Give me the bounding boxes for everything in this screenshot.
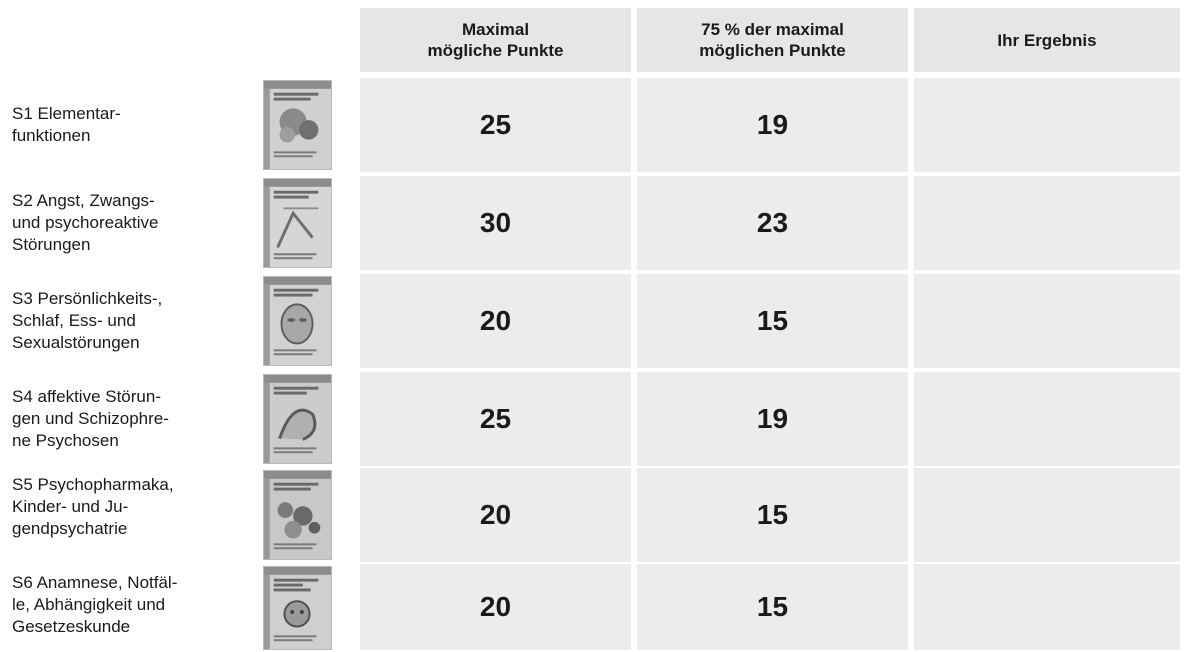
- result-field-s6[interactable]: [914, 564, 1180, 650]
- result-field-s1[interactable]: [914, 78, 1180, 172]
- max-points-s2: 30: [360, 176, 631, 270]
- pct75-points-s4: 19: [637, 372, 908, 466]
- book-cover-s2-image: [263, 178, 332, 268]
- max-points-s5: 20: [360, 468, 631, 562]
- book-cover-s4-image: [263, 374, 332, 464]
- max-points-s1: 25: [360, 78, 631, 172]
- row-label-s3: S3 Persönlichkeits-, Schlaf, Ess- und Sexualstörungen: [12, 289, 163, 352]
- header-max-points-label: Maximal mögliche Punkte: [427, 20, 564, 60]
- result-field-s2[interactable]: [914, 176, 1180, 270]
- book-cover-s5-image: [263, 470, 332, 560]
- row-label-s1: S1 Elementar- funktionen: [12, 104, 121, 145]
- pct75-points-s3: 15: [637, 274, 908, 368]
- header-result: [914, 8, 1180, 72]
- pct75-points-s2: 23: [637, 176, 908, 270]
- result-field-s5[interactable]: [914, 468, 1180, 562]
- max-points-s4: 25: [360, 372, 631, 466]
- result-field-s4[interactable]: [914, 372, 1180, 466]
- header-75-percent: [637, 8, 908, 72]
- result-field-s3[interactable]: [914, 274, 1180, 368]
- header-max-points: [360, 8, 631, 72]
- pct75-points-s5: 15: [637, 468, 908, 562]
- row-label-s5: S5 Psychopharmaka, Kinder- und Ju- gendpsychatrie: [12, 475, 174, 538]
- book-cover-s6-image: [263, 566, 332, 650]
- row-label-s6: S6 Anamnese, Notfäl- le, Abhängigkeit und Gesetzeskunde: [12, 573, 178, 636]
- pct75-points-s1: 19: [637, 78, 908, 172]
- row-label-s2: S2 Angst, Zwangs- und psychoreaktive Störungen: [12, 191, 159, 254]
- pct75-points-s6: 15: [637, 564, 908, 650]
- max-points-s3: 20: [360, 274, 631, 368]
- row-label-s4: S4 affektive Störun- gen und Schizophre- ne Psychosen: [12, 387, 169, 450]
- book-cover-s3-image: [263, 276, 332, 366]
- header-result-label: Ihr Ergebnis: [997, 30, 1097, 50]
- header-75-percent-label: 75 % der maximal möglichen Punkte: [699, 20, 846, 60]
- book-cover-s1-image: [263, 80, 332, 170]
- max-points-s6: 20: [360, 564, 631, 650]
